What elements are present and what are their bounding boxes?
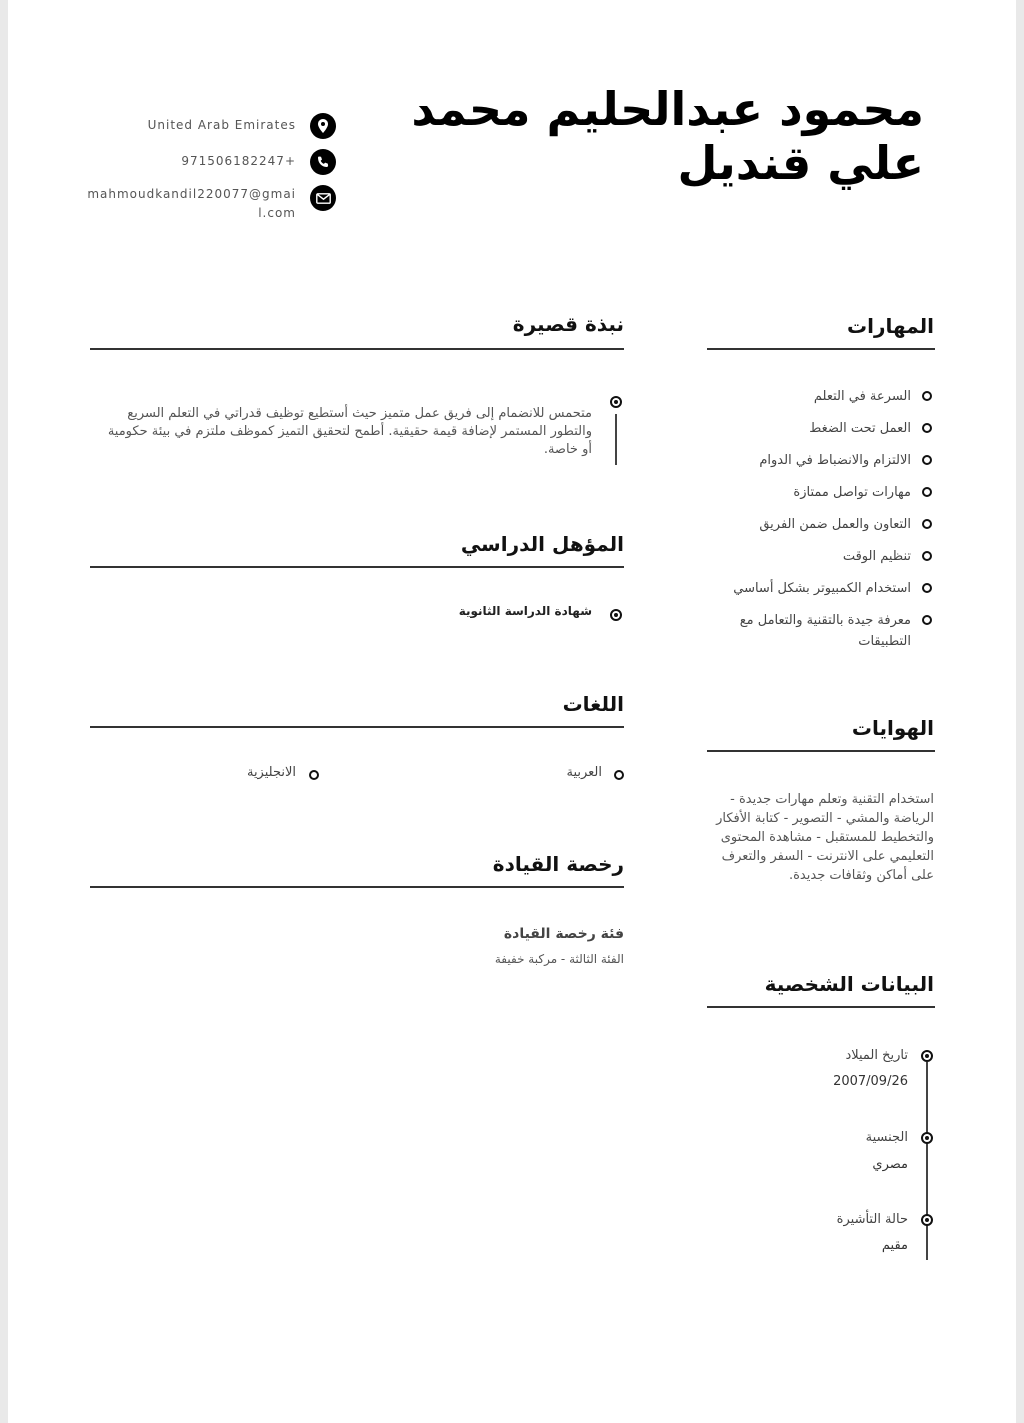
nationality-label: الجنسية <box>865 1130 908 1145</box>
phone-icon <box>310 149 336 175</box>
language-item: العربية <box>566 765 602 780</box>
hobbies-divider <box>707 750 935 752</box>
personal-timeline-line <box>926 1062 928 1260</box>
summary-divider <box>90 348 624 350</box>
skill-item: استخدام الكمبيوتر بشكل أساسي <box>692 578 932 599</box>
resume-page <box>8 0 1016 1423</box>
nationality-value: مصري <box>872 1157 908 1172</box>
contact-email <box>6 185 336 223</box>
birth-label: تاريخ الميلاد <box>845 1048 908 1063</box>
skills-title: المهارات <box>847 314 934 338</box>
birth-value: 2007/09/26 <box>833 1074 908 1089</box>
personal-divider <box>707 1006 935 1008</box>
full-name: محمود عبدالحليم محمد علي قنديل <box>411 82 924 190</box>
skill-bullet-icon <box>922 487 932 497</box>
education-title: المؤهل الدراسي <box>460 532 624 556</box>
education-item: شهادة الدراسة الثانوية <box>458 604 592 618</box>
license-category-value: الفئة الثالثة - مركبة خفيفة <box>494 952 624 966</box>
license-title: رخصة القيادة <box>492 852 624 876</box>
contact-location <box>6 113 336 139</box>
skill-bullet-icon <box>922 391 932 401</box>
visa-bullet-icon <box>921 1214 933 1226</box>
language-bullet-icon <box>309 770 319 780</box>
hobbies-text: استخدام التقنية وتعلم مهارات جديدة - الرياضة والمشي - التصوير - كتابة الأفكار والتخطيط للمستقبل - مشاهدة المحتوى التعليمي على الانترنت - السفر والتعرف على أماكن وثقافات جديدة. <box>716 792 934 883</box>
birth-bullet-icon <box>921 1050 933 1062</box>
skill-bullet-icon <box>922 551 932 561</box>
nationality-bullet-icon <box>921 1132 933 1144</box>
phone-text[interactable]: 971506182247+ <box>181 154 296 168</box>
skill-item: التعاون والعمل ضمن الفريق <box>692 514 932 535</box>
summary-title: نبذة قصيرة <box>512 312 624 336</box>
language-bullet-icon <box>614 770 624 780</box>
education-bullet-icon <box>610 609 622 621</box>
skills-divider <box>707 348 935 350</box>
skill-bullet-icon <box>922 455 932 465</box>
skill-item: مهارات تواصل ممتازة <box>692 482 932 503</box>
summary-bullet-icon <box>610 396 622 408</box>
skill-bullet-icon <box>922 423 932 433</box>
summary-timeline-line <box>615 414 617 465</box>
location-pin-icon <box>310 113 336 139</box>
license-category-label: فئة رخصة القيادة <box>503 926 624 942</box>
envelope-icon <box>310 185 336 211</box>
skill-bullet-icon <box>922 519 932 529</box>
license-divider <box>90 886 624 888</box>
email-text[interactable]: mahmoudkandil220077@gmail.com <box>87 187 296 220</box>
language-item: الانجليزية <box>246 765 296 780</box>
skill-item: تنظيم الوقت <box>692 546 932 567</box>
skill-item: السرعة في التعلم <box>692 386 932 407</box>
summary-text: متحمس للانضمام إلى فريق عمل متميز حيث أستطيع توظيف قدراتي في التعلم السريع والتطور المستمر لإضافة قيمة حقيقية. أطمح لتحقيق التميز كموظف ملتزم في بيئة حكومية أو خاصة. <box>107 406 592 457</box>
hobbies-title: الهوايات <box>851 716 934 740</box>
personal-title: البيانات الشخصية <box>764 972 934 996</box>
education-divider <box>90 566 624 568</box>
skill-item: الالتزام والانضباط في الدوام <box>692 450 932 471</box>
visa-label: حالة التأشيرة <box>836 1212 908 1227</box>
skill-item: معرفة جيدة بالتقنية والتعامل مع التطبيقات <box>717 610 932 652</box>
location-text: United Arab Emirates <box>147 118 296 132</box>
contact-phone <box>6 149 336 175</box>
skill-item: العمل تحت الضغط <box>692 418 932 439</box>
languages-divider <box>90 726 624 728</box>
skill-bullet-icon <box>922 615 932 625</box>
visa-value: مقيم <box>881 1238 908 1253</box>
skill-bullet-icon <box>922 583 932 593</box>
languages-title: اللغات <box>562 692 624 716</box>
